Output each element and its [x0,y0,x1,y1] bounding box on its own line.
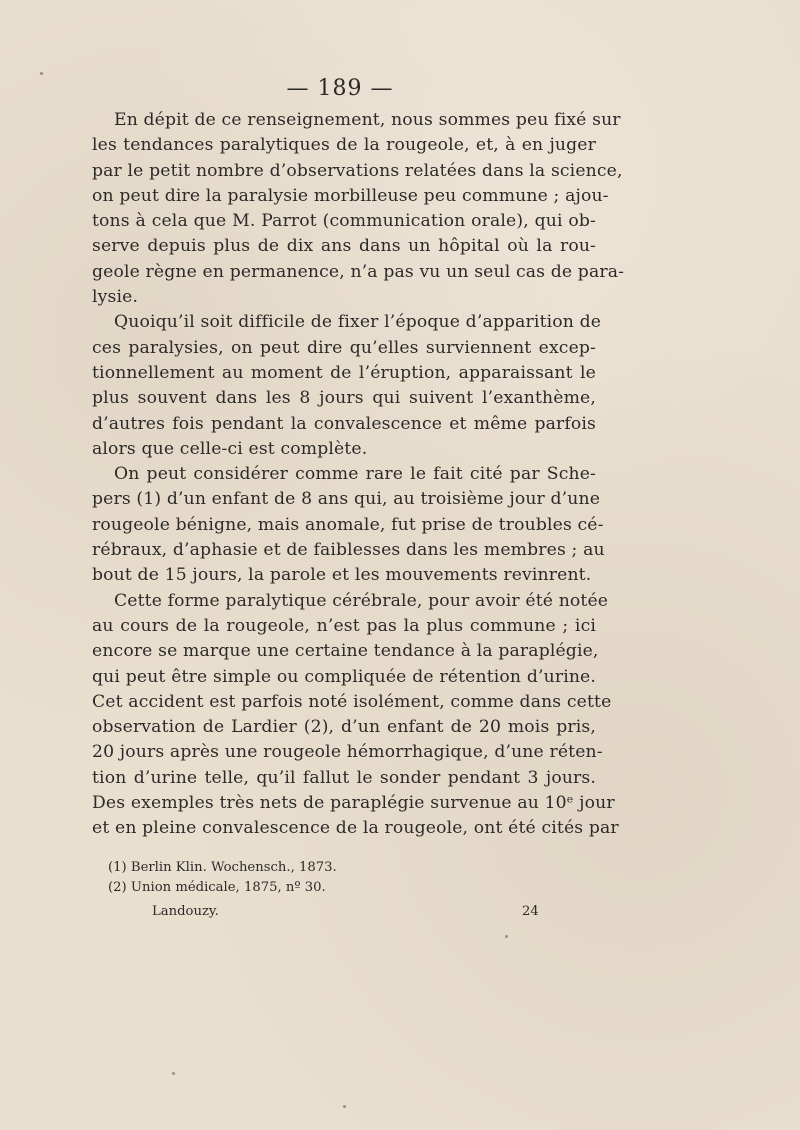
text-line: bout de 15 jours, la parole et les mouvements revinrent. [92,565,592,586]
text-line: tons à cela que M. Parrot (communication orale), qui ob- [92,211,596,232]
text-line: tion d’urine telle, qu’il fallut le sonder pendant 3 jours. [92,767,596,788]
text-line: observation de Lardier (2), d’un enfant de 20 mois pris, [92,717,596,738]
text-line: par le petit nombre d’observations relatées dans la science, [92,160,623,181]
text-line: Cette forme paralytique cérébrale, pour avoir été notée [114,590,609,611]
text-line: geole règne en permanence, n’a pas vu un seul cas de para- [92,261,625,282]
text-line: plus souvent dans les 8 jours qui suivent l’exanthème, [92,388,596,409]
text-line: au cours de la rougeole, n’est pas la plus commune ; ici [92,615,596,636]
paper-speck [40,72,43,75]
text-line: 20 jours après une rougeole hémorrhagique, d’une réten- [92,742,603,763]
paper-speck [505,935,508,938]
text-line: on peut dire la paralysie morbilleuse peu commune ; ajou- [92,185,609,206]
text-line: et en pleine convalescence de la rougeole, ont été cités par [92,818,619,839]
text-line: d’autres fois pendant la convalescence et même parfois [92,413,596,434]
text-line: En dépit de ce renseignement, nous sommes peu fixé sur [114,110,621,130]
footnotes [108,858,538,898]
text-line: Quoiqu’il soit difficile de fixer l’époque d’apparition de [114,312,602,333]
text-line: Cet accident est parfois noté isolément, comme dans cette [92,691,612,712]
paper-speck [343,1105,346,1108]
text-line: lysie. [92,287,139,308]
body-text [92,108,625,842]
text-line: serve depuis plus de dix ans dans un hôpital où la rou- [92,236,596,257]
paper-speck [172,1072,175,1075]
text-line: pers (1) d’un enfant de 8 ans qui, au troisième jour d’une [92,489,601,510]
text-line: ces paralysies, on peut dire qu’elles surviennent excep- [92,337,596,358]
footnote-2: (2) Union médicale, 1875, nº 30. [108,880,326,895]
text-line: rougeole bénigne, mais anomale, fut prise de troubles cé- [92,514,604,535]
text-line: On peut considérer comme rare le fait cité par Sche- [114,464,596,485]
text-line: rébraux, d’aphasie et de faiblesses dans les membres ; au [92,540,605,561]
text-line: les tendances paralytiques de la rougeole, et, à en juger [92,135,596,156]
signature-author: Landouzy. [152,904,219,919]
text-line: encore se marque une certaine tendance à la paraplégie, [92,641,599,662]
page-number: — 189 — [286,76,394,101]
text-line: qui peut être simple ou compliquée de rétention d’urine. [92,666,596,687]
text-line: tionnellement au moment de l’éruption, apparaissant le [92,362,596,383]
text-line: Des exemples très nets de paraplégie survenue au 10ᵉ jour [92,793,615,814]
footnote-1: (1) Berlin Klin. Wochensch., 1873. [108,860,337,875]
text-line: alors que celle-ci est complète. [92,438,368,459]
signature-sheet-number: 24 [522,904,539,919]
